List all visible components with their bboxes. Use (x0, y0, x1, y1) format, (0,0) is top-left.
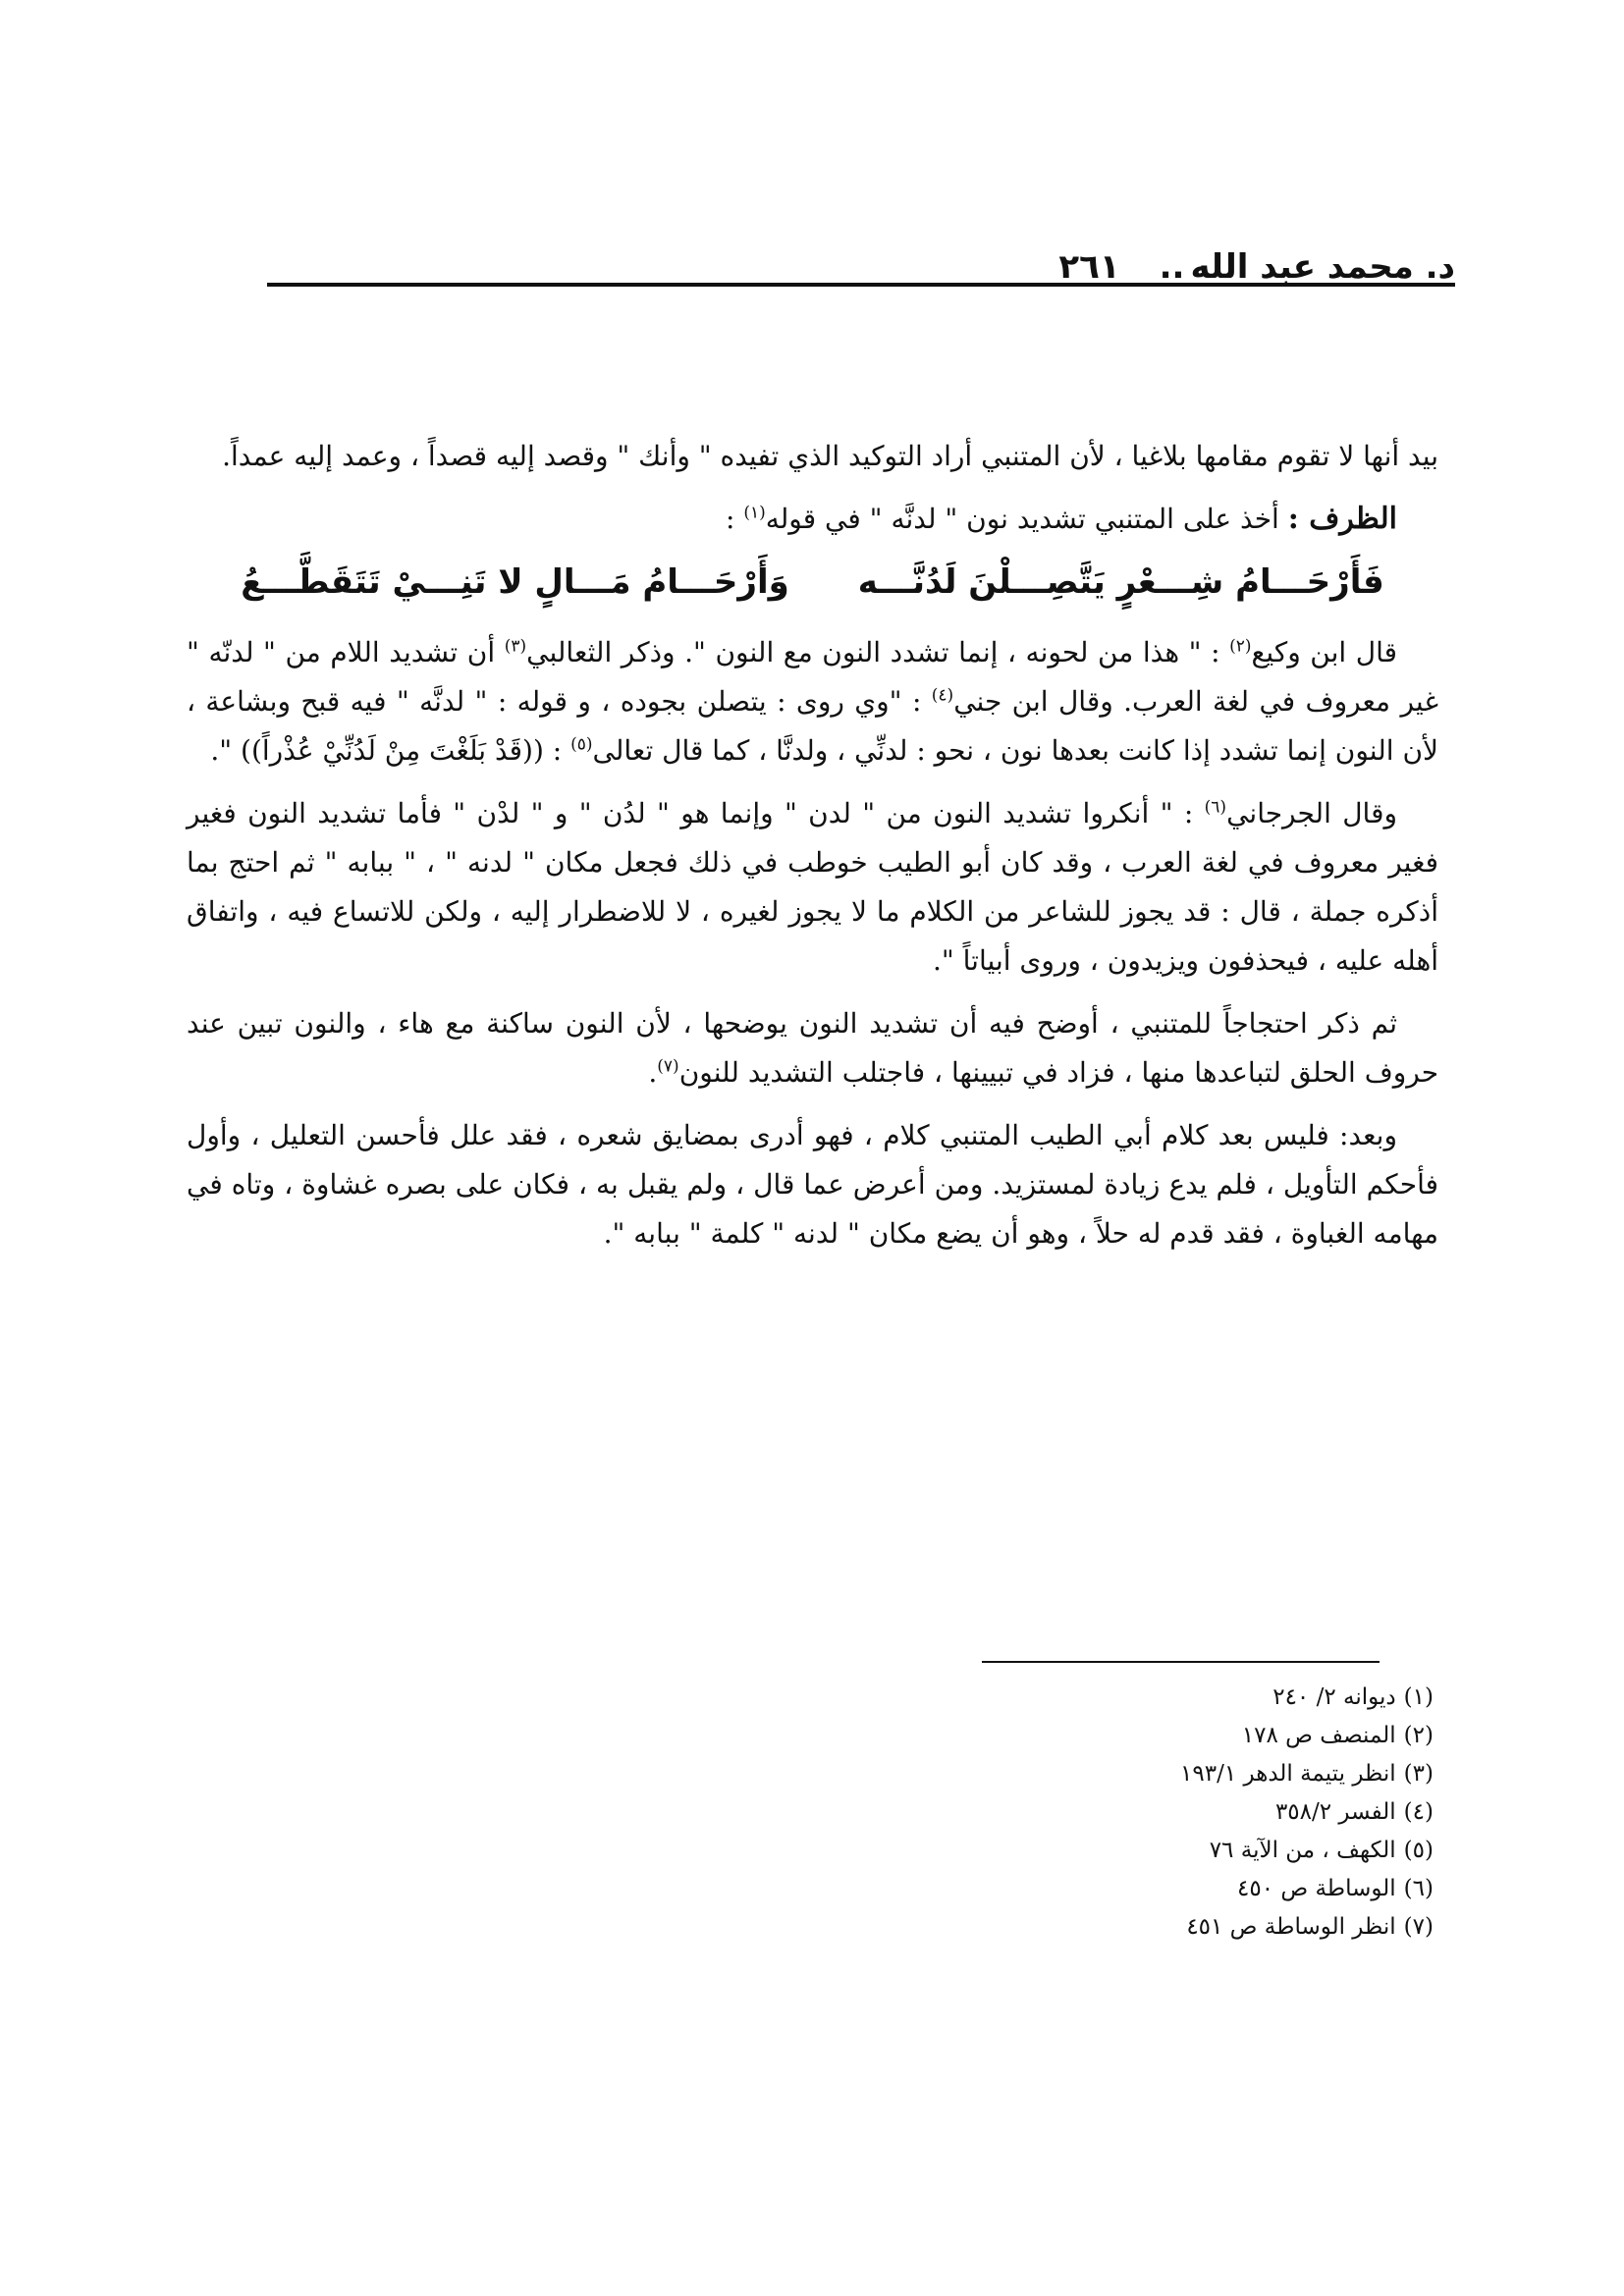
page-number: ٢٦١ (1058, 247, 1120, 287)
footnote-text: الكهف ، من الآية ٧٦ (1209, 1838, 1396, 1863)
paragraph-1: بيد أنها لا تقوم مقامها بلاغيا ، لأن المتنبي أراد التوكيد الذي تفيده " وأنك " وقصد إليه قصداً ، وعمد إليه عمداً. (222, 440, 1438, 472)
paragraph-6: وبعد: فليس بعد كلام أبي الطيب المتنبي كلام ، فهو أدرى بمضايق شعره ، فقد علل فأحسن التعليل ، وأول فأحكم التأويل ، فلم يدع زيادة لمستزيد. ومن أعرض عما قال ، ولم يقبل به ، فكان على بصره غشاوة ، وتاه في مهامه الغباوة ، فقد قدم له حلاً ، وهو أن يضع مكان " لدنه " كلمة " ببابه ". (187, 1119, 1438, 1250)
footnote-ref[interactable]: (٧) (657, 1056, 679, 1077)
header-author: د. محمد عبد الله (1190, 247, 1455, 287)
poem-verse (187, 558, 1438, 607)
verse-second-hemistich: وَأَرْحَـــامُ مَـــالٍ لا تَنِـــيْ تَتَقَطَّـــعُ (241, 562, 789, 602)
footnote-number: (٢) (1403, 1723, 1434, 1748)
footnote-number: (١) (1403, 1684, 1434, 1710)
paragraph-4-text: : " أنكروا تشديد النون من " لدن " وإنما هو " لدُن " و " لدْن " فأما تشديد النون فغير فغير معروف في لغة العرب ، وقد كان أبو الطيب خوطب في ذلك فجعل مكان " لدنه " ، " ببابه " ثم احتج بما أذكره جملة ، قال : قد يجوز للشاعر من الكلام ما لا يجوز لغيره ، لا للاضطرار إليه ، ولكن للاتساع فيه ، واتفاق أهله عليه ، فيحذفون ويزيدون ، وروى أبياتاً ". (187, 797, 1438, 977)
footnotes (687, 1679, 1434, 1947)
footnote-text: انظر يتيمة الدهر ١٩٣/١ (1180, 1761, 1396, 1787)
body-text (187, 432, 1438, 1272)
footnote-item (687, 1832, 1434, 1870)
paragraph-5-text: ثم ذكر احتجاجاً للمتنبي ، أوضح فيه أن تشديد النون يوضحها ، لأن النون ساكنة مع هاء ، والنون تبين عند حروف الحلق لتباعدها منها ، فزاد في تبيينها ، فاجتلب التشديد للنون (187, 1007, 1438, 1089)
footnote-item (687, 1870, 1434, 1908)
paragraph-5 (187, 999, 1438, 1097)
footnote-text: الفسر ٣٥٨/٢ (1274, 1799, 1396, 1825)
footnote-item (687, 1717, 1434, 1755)
section-term: الظرف : (1287, 502, 1397, 536)
footnote-ref[interactable]: (٤) (931, 685, 954, 706)
paragraph-3-text: : "وي روى : يتصلن بجوده ، و قوله : " لدنَّه " فيه قبح وبشاعة ، لأن النون إنما تشدد إذا كانت بعدها نون ، نحو : لدنِّي ، ولدنَّا ، كما قال تعالى (187, 685, 1438, 767)
footnote-item (687, 1755, 1434, 1793)
footnote-ref[interactable]: (٣) (504, 636, 527, 657)
header-separator: .. (1159, 247, 1185, 287)
footnote-item (687, 1679, 1434, 1717)
paragraph-4 (187, 789, 1438, 986)
footnote-item (687, 1908, 1434, 1947)
footnote-text: انظر الوساطة ص ٤٥١ (1186, 1914, 1396, 1940)
footnote-ref[interactable]: (١) (743, 503, 766, 523)
footnote-number: (٤) (1403, 1799, 1434, 1825)
paragraph-3 (187, 628, 1438, 775)
verse-first-hemistich: فَأَرْحَـــامُ شِـــعْرٍ يَتَّصِـــلْنَ لَدُنَّـــه (857, 562, 1384, 602)
paragraph-3-text: : ((قَدْ بَلَغْتَ مِنْ لَدُنِّيْ عُذْراً)) ". (210, 734, 571, 767)
footnote-ref[interactable]: (٦) (1204, 797, 1227, 818)
footnote-item (687, 1793, 1434, 1832)
paragraph-5-end: . (648, 1056, 658, 1089)
header-rule (267, 283, 1455, 287)
paragraph-2-end: : (725, 503, 744, 535)
paragraph-3-text: قال ابن وكيع (1251, 636, 1398, 668)
footnote-number: (٦) (1403, 1876, 1434, 1901)
footnote-number: (٣) (1403, 1761, 1434, 1787)
footnote-number: (٥) (1403, 1838, 1434, 1863)
paragraph-2-text: أخذ على المتنبي تشديد نون " لدنَّه " في قوله (765, 503, 1288, 535)
paragraph-4-text: وقال الجرجاني (1226, 797, 1397, 829)
running-header (267, 218, 1455, 287)
footnote-ref[interactable]: (٥) (570, 734, 593, 755)
footnote-text: المنصف ص ١٧٨ (1241, 1723, 1396, 1748)
paragraph-3-text: أن تشديد اللام من " لدنّه " غير معروف في لغة العرب. وقال ابن جني (187, 636, 1438, 718)
footnote-rule (982, 1661, 1380, 1663)
footnote-text: ديوانه ٢/ ٢٤٠ (1272, 1684, 1396, 1710)
footnote-ref[interactable]: (٢) (1229, 636, 1252, 657)
footnote-number: (٧) (1403, 1914, 1434, 1940)
paragraph-2 (187, 495, 1438, 544)
paragraph-3-text: : " هذا من لحونه ، إنما تشدد النون مع النون ". وذكر الثعالبي (526, 636, 1230, 668)
footnote-text: الوساطة ص ٤٥٠ (1236, 1876, 1396, 1901)
